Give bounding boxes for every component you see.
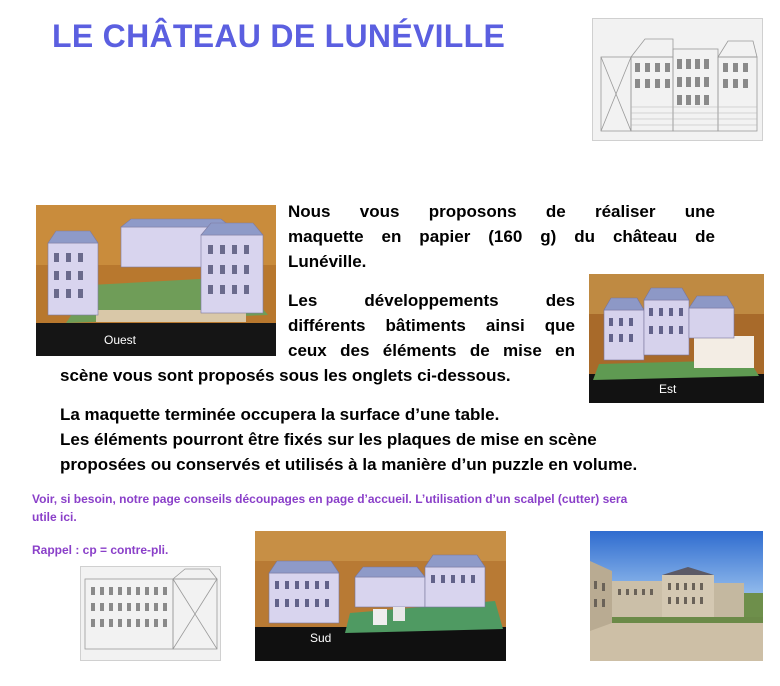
photo-caption-south: Sud: [310, 631, 332, 645]
advice-line-1: Voir, si besoin, notre page conseils découpages en page d’accueil. L’utilisation d’un scalpel (cutter) sera: [32, 492, 628, 506]
final-model-line-2: Les éléments pourront être fixés sur les plaques de mise en scène: [60, 430, 597, 449]
intro-line-2: maquette en papier (160 g) du château de: [288, 227, 715, 246]
page-title: LE CHÂTEAU DE LUNÉVILLE: [52, 18, 506, 54]
developments-line-4: scène vous sont proposés sous les onglets ci-dessous.: [60, 366, 511, 385]
chateau-real-photo: [590, 531, 763, 661]
intro-paragraph: [288, 199, 715, 274]
developments-line-3: ceux des éléments de mise en: [288, 341, 575, 360]
intro-line-3: Lunéville.: [288, 252, 367, 271]
developments-line-1: Les développements des: [288, 291, 575, 310]
developments-paragraph: [288, 288, 575, 363]
advice-line-2: utile ici.: [32, 510, 77, 524]
intro-line-1: Nous vous proposons de réaliser une: [288, 202, 715, 221]
template-sheet-image-bottom: [80, 566, 221, 661]
final-model-line-3: proposées ou conservés et utilisés à la manière d’un puzzle en volume.: [60, 455, 638, 474]
photo-caption-east: Est: [659, 382, 677, 396]
final-model-paragraph: [60, 402, 720, 477]
advice-note: [32, 490, 732, 526]
model-photo-south: [255, 531, 506, 661]
reminder-note: Rappel : cp = contre-pli.: [32, 543, 169, 557]
developments-line-2: différents bâtiments ainsi que: [288, 316, 575, 335]
model-photo-east: [589, 274, 764, 403]
photo-caption-west: Ouest: [104, 333, 137, 347]
template-sheet-image-top: [592, 18, 763, 141]
final-model-line-1: La maquette terminée occupera la surface d’une table.: [60, 405, 500, 424]
model-photo-west: [36, 205, 276, 356]
